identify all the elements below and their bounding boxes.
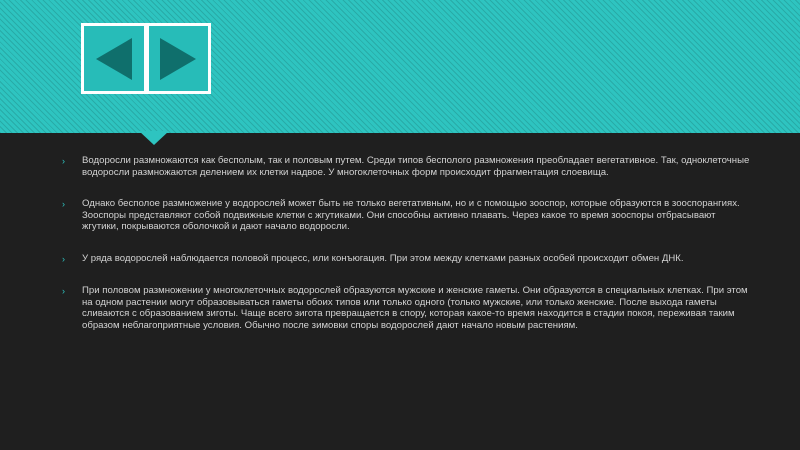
- list-item: [62, 285, 752, 331]
- previous-slide-button[interactable]: [83, 25, 145, 92]
- bullet-arrow-icon: ›: [62, 253, 65, 264]
- paragraph-text: У ряда водорослей наблюдается половой процесс, или конъюгация. При этом между клетками разных особей происходит обмен ДНК.: [82, 252, 684, 264]
- header-pointer: [139, 131, 169, 145]
- triangle-left-icon: [92, 34, 136, 84]
- slide-body: [62, 155, 752, 351]
- list-item: [62, 253, 752, 265]
- slide-navigation: [81, 23, 211, 94]
- paragraph-text: Водоросли размножаются как бесполым, так и половым путем. Среди типов бесполого размножения преобладает вегетативное. Так, одноклеточные водоросли размножаются делением их клетки надвое. У многоклеточных форм происходит фрагментация слоевища.: [82, 155, 750, 178]
- bullet-arrow-icon: ›: [62, 285, 65, 296]
- paragraph-text: Однако бесполое размножение у водорослей может быть не только вегетативным, но и с помощью зооспор, которые образуются в зооспорангиях. Зооспоры представляют собой подвижные клетки с жгутиками. Они способны активно плавать. Через какое то время зооспоры отбрасывают жгутики, покрываются оболочкой и дают начало водоросли.: [82, 198, 740, 233]
- bullet-arrow-icon: ›: [62, 199, 65, 210]
- bullet-arrow-icon: ›: [62, 156, 65, 166]
- paragraph-text: При половом размножении у многоклеточных водорослей образуются мужские и женские гаметы. Они образуются в специальных клетках. При этом на одном растении могут образовываться гаметы обоих типов или только одного (только мужские, или только женские. После выхода гаметы сливаются с образованием зиготы. Чаще всего зигота превращается в спору, которая какое-то время находится в стадии покоя, переживая таким образом неблагоприятные условия. Обычно после зимовки споры водорослей дают начало новым растениям.: [82, 284, 748, 331]
- next-slide-button[interactable]: [148, 25, 210, 92]
- list-item: [62, 198, 752, 233]
- triangle-right-icon: [156, 34, 200, 84]
- list-item: [62, 155, 752, 178]
